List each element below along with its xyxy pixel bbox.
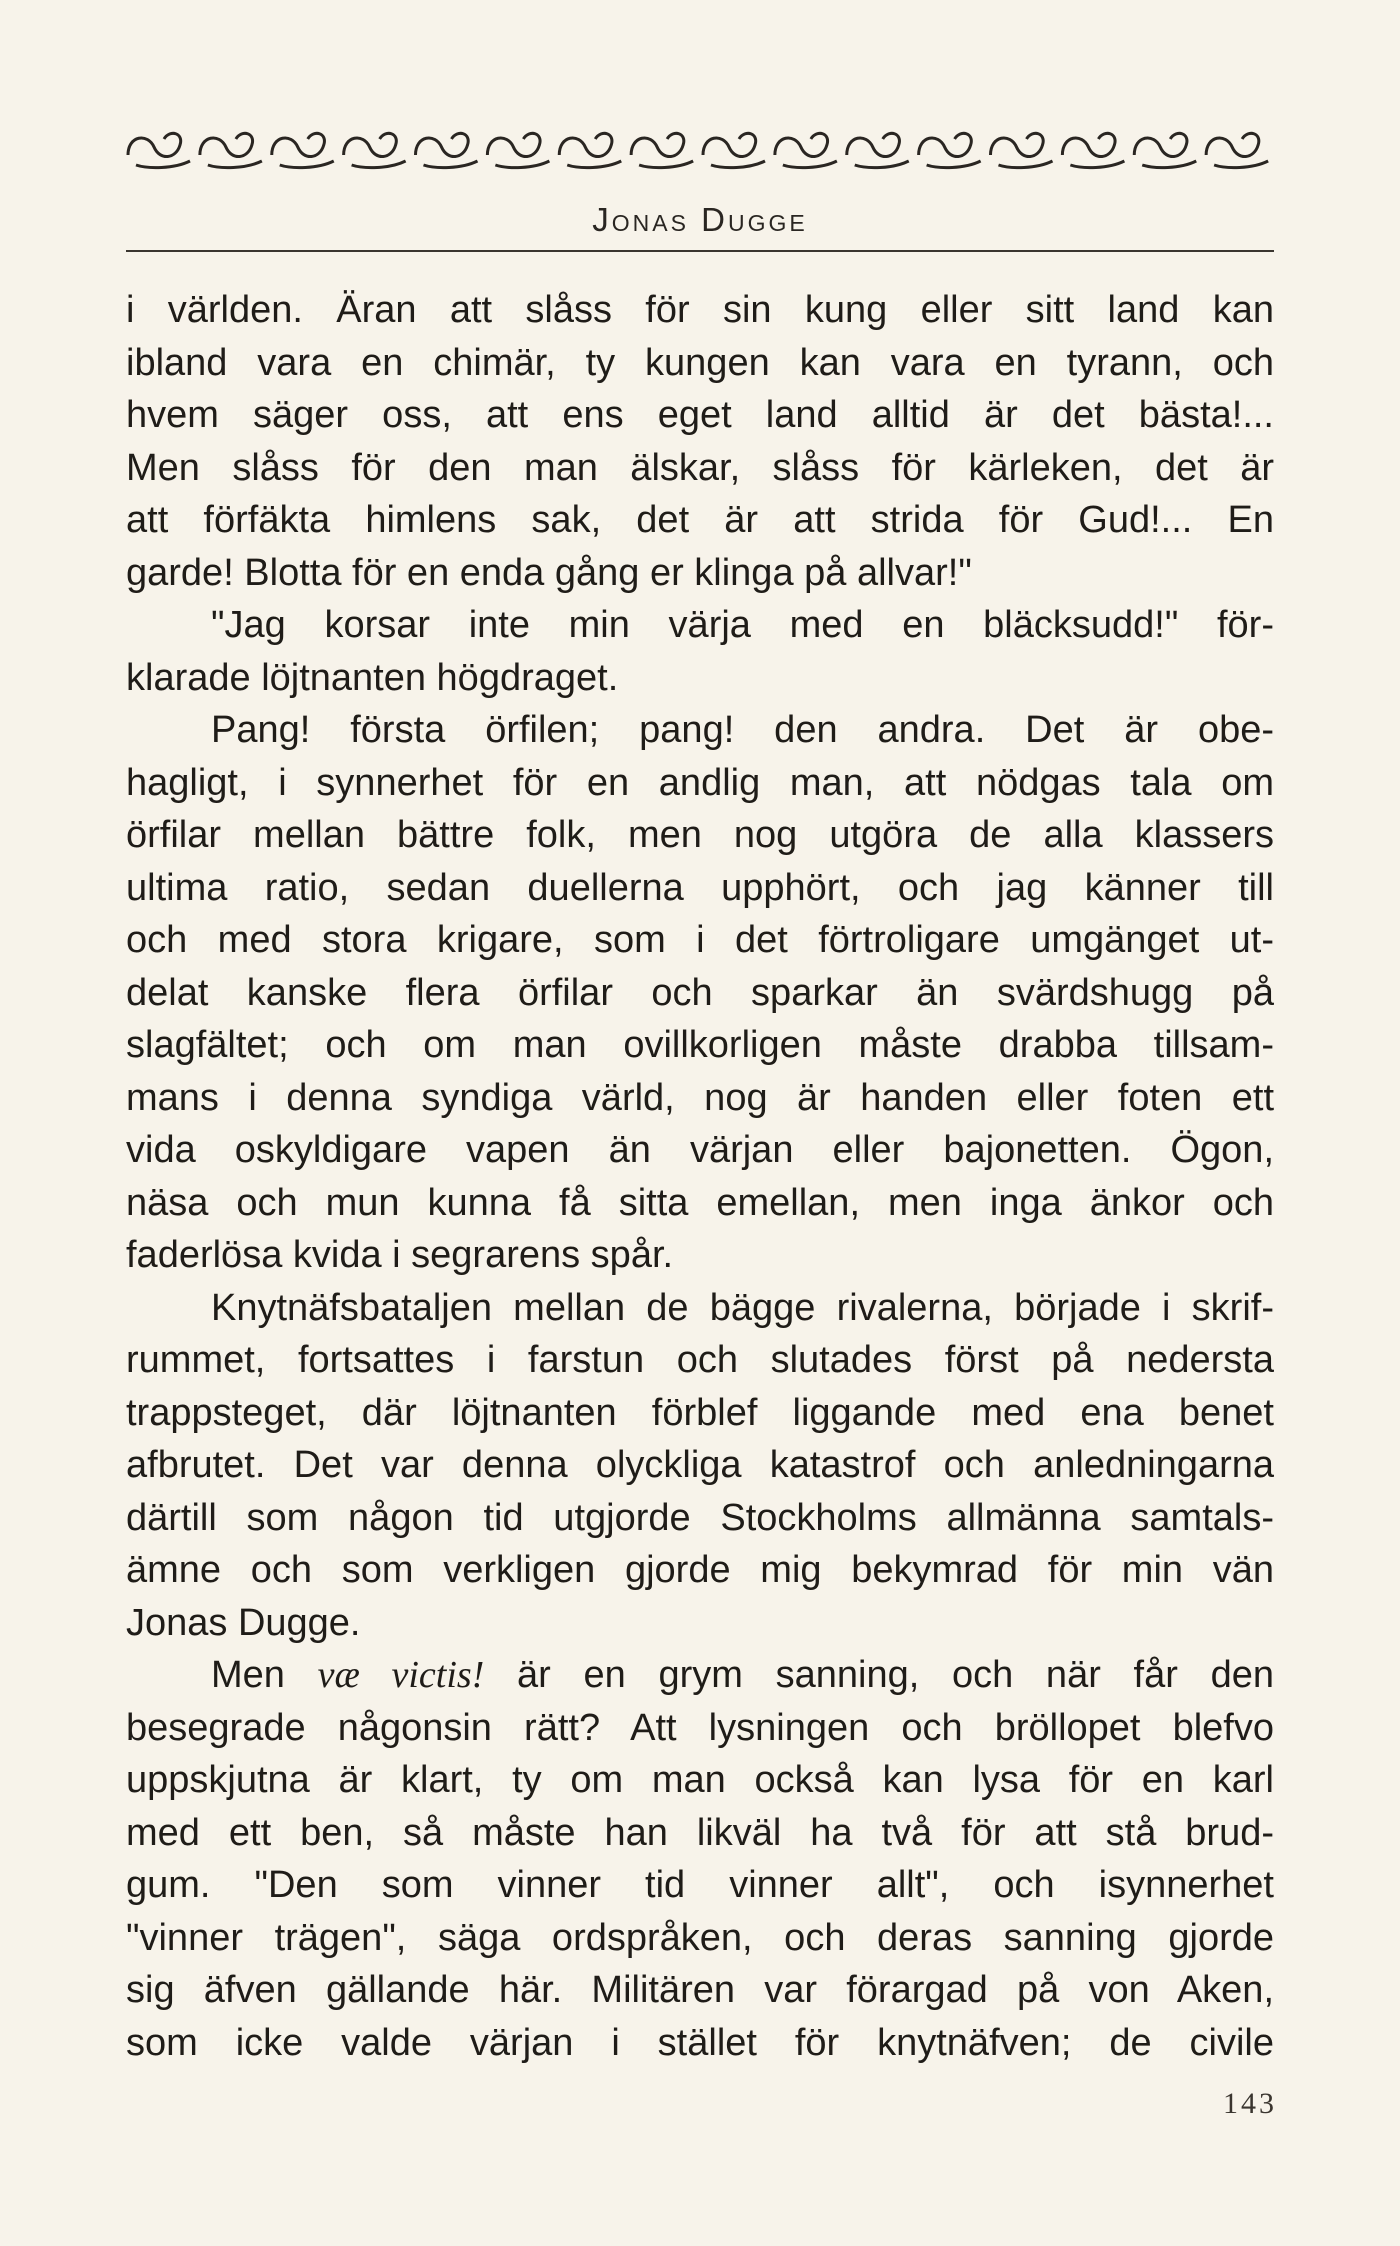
italic-phrase: væ victis! <box>317 1654 485 1696</box>
text-line: och med stora krigare, som i det förtroligare umgänget ut- <box>126 919 1274 961</box>
scroll-motif <box>1134 133 1196 167</box>
body-text <box>126 284 1274 2069</box>
text-line: i världen. Äran att slåss för sin kung eller sitt land kan <box>126 289 1274 331</box>
scroll-motif <box>272 133 334 167</box>
text-line: "vinner trägen", säga ordspråken, och deras sanning gjorde <box>126 1916 1274 1959</box>
text-line: ibland vara en chimär, ty kungen kan vara en tyrann, och <box>126 341 1274 384</box>
text-line: därtill som någon tid utgjorde Stockholms allmänna samtals- <box>126 1496 1274 1539</box>
text-line: ämne och som verkligen gjorde mig bekymrad för min vän <box>126 1549 1274 1591</box>
text-line: som icke valde värjan i stället för knytnäfven; de civile <box>126 2021 1274 2064</box>
text-line: "Jag korsar inte min värja med en bläcksudd!" för- <box>211 604 1274 646</box>
text-line: slagfältet; och om man ovillkorligen måste drabba tillsam- <box>126 1024 1274 1066</box>
text-line: mans i denna syndiga värld, nog är handen eller foten ett <box>126 1076 1274 1119</box>
text-line: afbrutet. Det var denna olyckliga katastrof och anledningarna <box>126 1444 1274 1486</box>
scroll-motif <box>344 133 406 167</box>
text-line: att förfäkta himlens sak, det är att strida för Gud!... En <box>126 499 1274 541</box>
running-head: Jonas Dugge <box>592 201 808 238</box>
text-segment: Men <box>211 1654 318 1696</box>
scroll-motif <box>919 133 981 167</box>
text-line: faderlösa kvida i segrarens spår. <box>126 1234 674 1276</box>
scroll-motif <box>487 133 549 167</box>
scroll-motif <box>631 133 693 167</box>
scroll-motif <box>703 133 765 167</box>
text-line: besegrade någonsin rätt? Att lysningen och bröllopet blefvo <box>126 1706 1274 1749</box>
text-line: hagligt, i synnerhet för en andlig man, att nödgas tala om <box>126 761 1274 804</box>
text-line: ultima ratio, sedan duellerna upphört, och jag känner till <box>126 866 1274 909</box>
text-line: örfilar mellan bättre folk, men nog utgöra de alla klassers <box>126 814 1274 856</box>
text-line: gum. "Den som vinner tid vinner allt", och isynnerhet <box>126 1864 1274 1906</box>
scroll-motif <box>1062 133 1124 167</box>
text-line: vida oskyldigare vapen än värjan eller bajonetten. Ögon, <box>126 1129 1274 1171</box>
scroll-motif <box>1206 133 1268 167</box>
text-segment: är en grym sanning, och när får den <box>484 1654 1274 1696</box>
text-line: Knytnäfsbataljen mellan de bägge rivalerna, började i skrif- <box>211 1286 1274 1329</box>
text-line: uppskjutna är klart, ty om man också kan lysa för en karl <box>126 1759 1274 1801</box>
scroll-motif <box>991 133 1053 167</box>
text-line: rummet, fortsattes i farstun och slutades först på nedersta <box>126 1339 1274 1381</box>
text-line: näsa och mun kunna få sitta emellan, men inga änkor och <box>126 1181 1274 1224</box>
text-line: Jonas Dugge. <box>126 1601 361 1644</box>
scroll-motif <box>559 133 621 167</box>
text-line: delat kanske flera örfilar och sparkar än svärdshugg på <box>126 971 1274 1014</box>
text-line: med ett ben, så måste han likväl ha två för att stå brud- <box>126 1811 1274 1854</box>
text-line: Men slåss för den man älskar, slåss för kärleken, det är <box>126 446 1274 489</box>
scroll-motif <box>416 133 478 167</box>
scroll-motif <box>128 133 190 167</box>
scroll-motif <box>200 133 262 167</box>
text-line: klarade löjtnanten högdraget. <box>126 656 619 699</box>
scroll-motif <box>847 133 909 167</box>
scroll-motif <box>775 133 837 167</box>
text-line: hvem säger oss, att ens eget land alltid är det bästa!... <box>126 394 1274 436</box>
text-line: trappsteget, där löjtnanten förblef liggande med ena benet <box>126 1391 1274 1434</box>
text-line: Pang! första örfilen; pang! den andra. Det är obe- <box>211 709 1274 751</box>
header-ornament-icon <box>124 125 1274 175</box>
text-line: garde! Blotta för en enda gång er klinga på allvar!" <box>126 551 972 594</box>
text-line: sig äfven gällande här. Militären var förargad på von Aken, <box>126 1969 1274 2011</box>
page-number: 143 <box>1223 2087 1277 2120</box>
header-rule <box>126 250 1274 252</box>
text-line <box>126 1649 1274 1702</box>
